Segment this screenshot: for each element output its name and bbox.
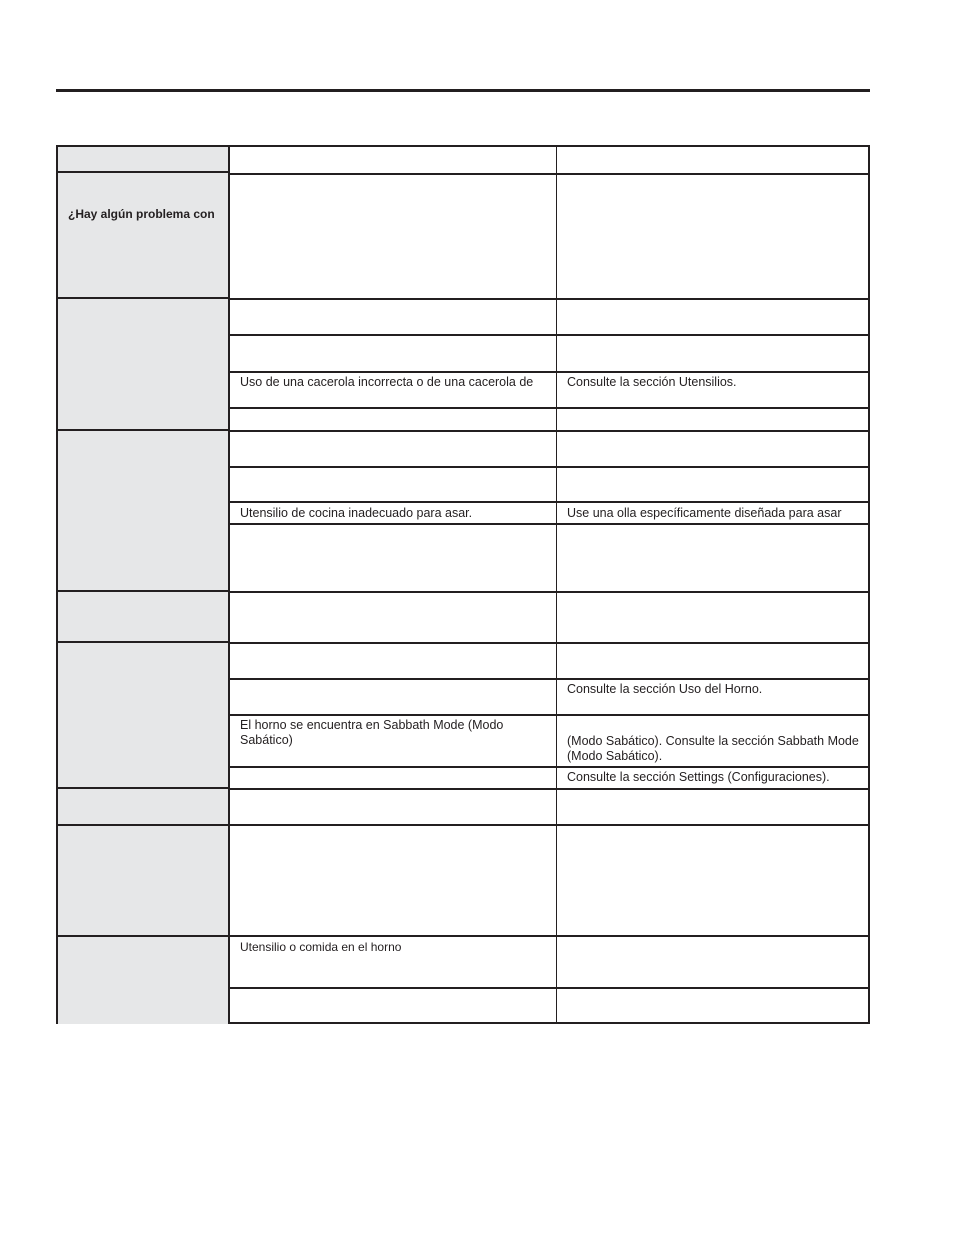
row-divider [230, 987, 868, 989]
troubleshooting-table [56, 145, 870, 1024]
row-divider [230, 407, 868, 409]
solution-text: Consulte la sección Settings (Configuraciones). [567, 770, 830, 784]
cause-text: Utensilio o comida en el horno [240, 940, 402, 954]
row-divider [230, 173, 868, 175]
row-divider [230, 935, 868, 937]
row-divider [230, 678, 868, 680]
header-rule [56, 89, 870, 92]
column-divider [556, 147, 557, 1022]
cause-text: Utensilio de cocina inadecuado para asar. [240, 506, 473, 520]
row-divider [230, 824, 868, 826]
problem-header-cell [58, 147, 230, 173]
problem-cell [58, 937, 230, 1024]
row-divider [230, 714, 868, 716]
row-divider [230, 298, 868, 300]
problem-cell [58, 431, 230, 592]
solution-text: Use una olla específicamente diseñada para asar [567, 506, 842, 520]
row-divider [230, 523, 868, 525]
problem-cell [58, 826, 230, 937]
problem-text: ¿Hay algún problema con [68, 207, 215, 221]
solution-text: Consulte la sección Uso del Horno. [567, 682, 763, 696]
row-divider [230, 430, 868, 432]
row-divider [230, 642, 868, 644]
row-divider [230, 591, 868, 593]
row-divider [230, 466, 868, 468]
row-divider [230, 788, 868, 790]
row-divider [230, 334, 868, 336]
problem-cell [58, 592, 230, 643]
row-divider [230, 766, 868, 768]
problem-cell [58, 643, 230, 789]
row-divider [230, 501, 868, 503]
problem-cell [58, 299, 230, 431]
row-divider [230, 371, 868, 373]
cause-text: Uso de una cacerola incorrecta o de una cacerola de [240, 375, 534, 389]
cause-text: El horno se encuentra en Sabbath Mode (Modo Sabático) [240, 718, 504, 747]
problem-cell [58, 173, 230, 299]
problem-cell [58, 789, 230, 826]
solution-text: Consulte la sección Utensilios. [567, 375, 737, 389]
solution-text: (Modo Sabático). Consulte la sección Sabbath Mode (Modo Sabático). [567, 734, 859, 763]
